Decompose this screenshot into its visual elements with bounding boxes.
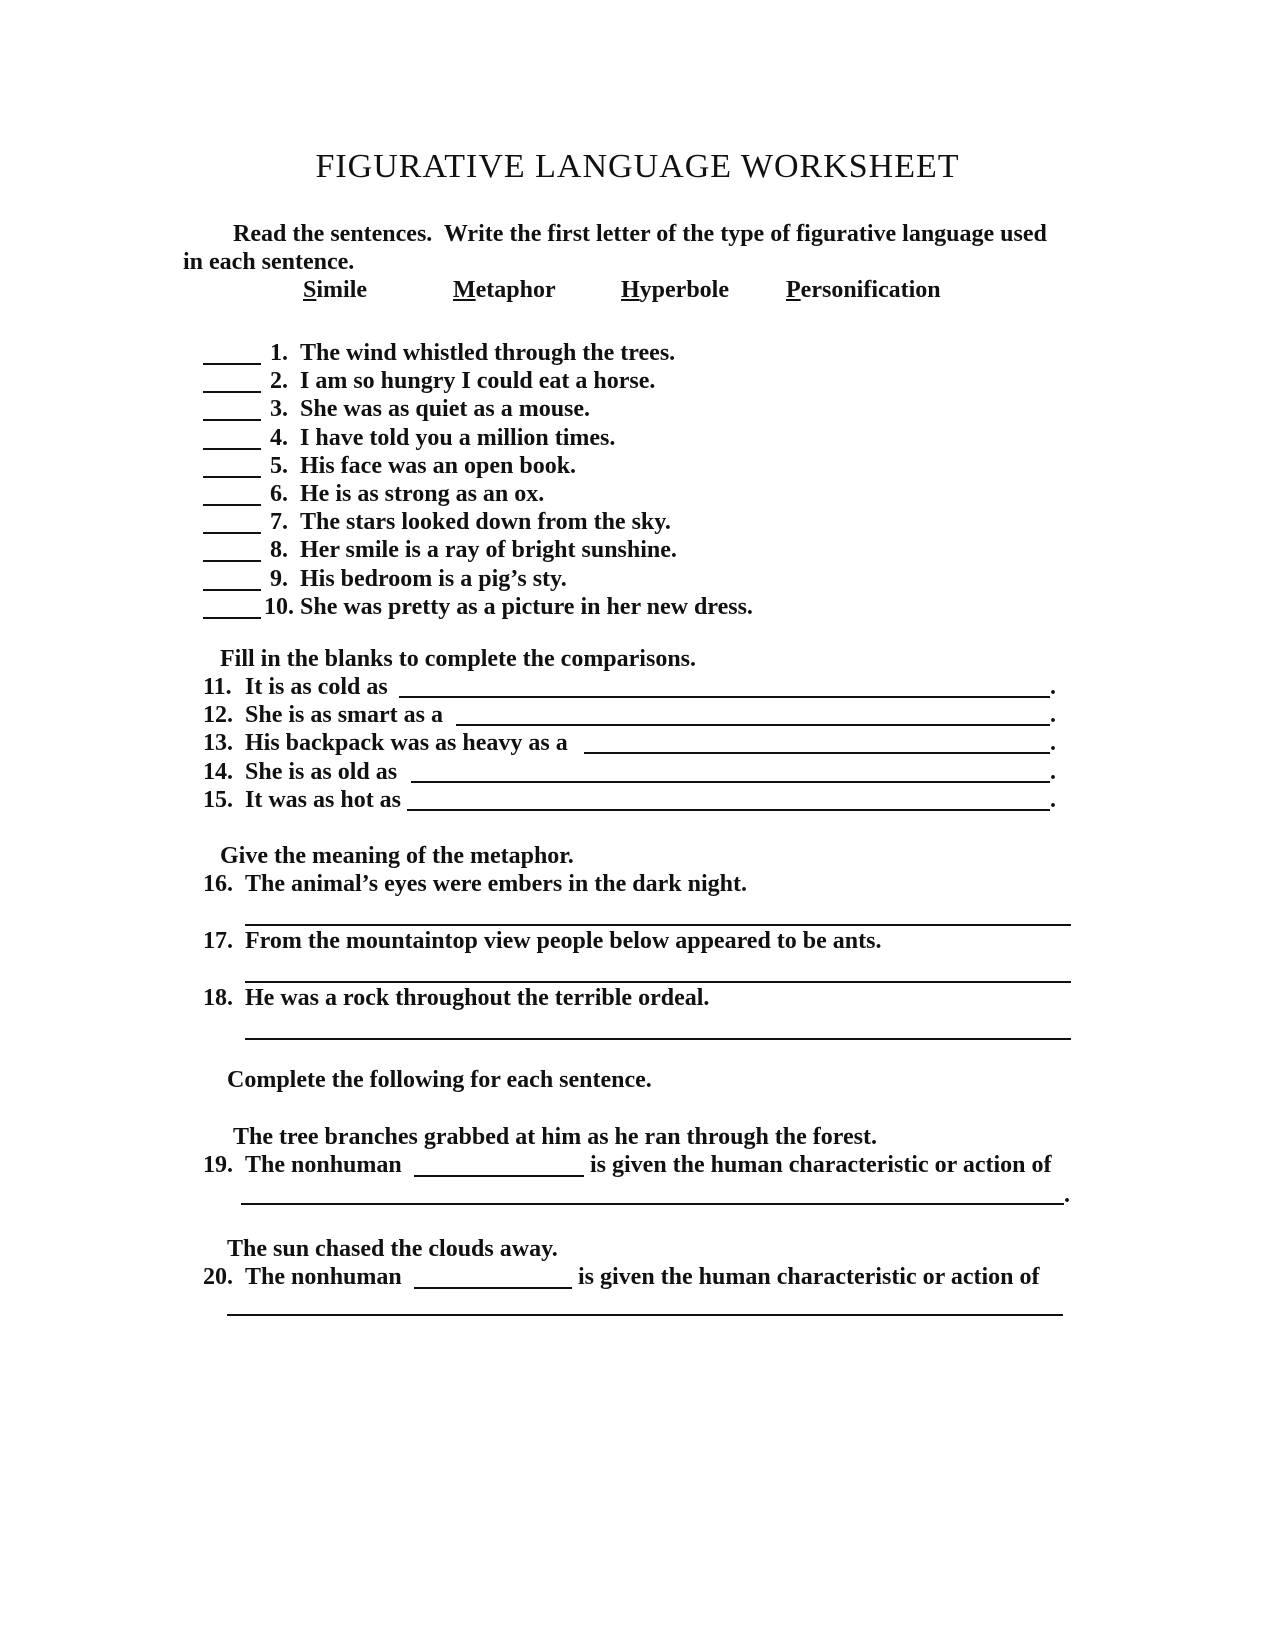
item-number: 17. (203, 928, 233, 954)
comparison-prompt: She is as smart as a (245, 702, 444, 728)
item-sentence: The wind whistled through the trees. (300, 340, 676, 366)
sentence-19: The tree branches grabbed at him as he ran through the forest. (233, 1124, 877, 1150)
item-number: 7. (270, 509, 288, 535)
item-number: 1. (270, 340, 288, 366)
item-19-suffix: is given the human characteristic or action of (590, 1152, 1052, 1178)
section3-instruction: Give the meaning of the metaphor. (220, 843, 574, 869)
sentence-20: The sun chased the clouds away. (227, 1236, 558, 1262)
item-19-nonhuman-blank[interactable] (414, 1175, 584, 1177)
type-personification: Personification (786, 277, 941, 303)
item-number: 4. (270, 425, 288, 451)
item-20-suffix: is given the human characteristic or action of (578, 1264, 1040, 1290)
item-19-action-blank[interactable] (241, 1203, 1064, 1205)
item-number: 12. (203, 702, 233, 728)
item-sentence: I am so hungry I could eat a horse. (300, 368, 656, 394)
comparison-blank[interactable] (584, 752, 1050, 754)
type-metaphor: Metaphor (453, 277, 556, 303)
item-sentence: His face was an open book. (300, 453, 577, 479)
comparison-blank[interactable] (399, 696, 1050, 698)
answer-blank-10[interactable] (203, 617, 261, 619)
item-number: 16. (203, 871, 233, 897)
meaning-answer-line[interactable] (245, 924, 1071, 926)
item-sentence: Her smile is a ray of bright sunshine. (300, 537, 677, 563)
item-sentence: She was pretty as a picture in her new dress. (300, 594, 753, 620)
item-number: 14. (203, 759, 233, 785)
item-sentence: I have told you a million times. (300, 425, 616, 451)
type-simile: Simile (303, 277, 368, 303)
page-title: FIGURATIVE LANGUAGE WORKSHEET (315, 148, 960, 185)
comparison-prompt: She is as old as (245, 759, 398, 785)
item-19-prefix: The nonhuman (245, 1152, 402, 1178)
period: . (1050, 759, 1056, 785)
item-sentence: The stars looked down from the sky. (300, 509, 671, 535)
item-20-nonhuman-blank[interactable] (414, 1287, 572, 1289)
item-number: 13. (203, 730, 233, 756)
item-20-action-blank[interactable] (227, 1314, 1063, 1316)
period: . (1050, 674, 1056, 700)
comparison-blank[interactable] (411, 781, 1050, 783)
metaphor-sentence: He was a rock throughout the terrible ordeal. (245, 985, 710, 1011)
item-number: 15. (203, 787, 233, 813)
item-number: 6. (270, 481, 288, 507)
item-number: 2. (270, 368, 288, 394)
answer-blank-2[interactable] (203, 391, 261, 393)
meaning-answer-line[interactable] (245, 981, 1071, 983)
item-sentence: She was as quiet as a mouse. (300, 396, 591, 422)
item-number: 3. (270, 396, 288, 422)
comparison-blank[interactable] (456, 724, 1050, 726)
comparison-blank[interactable] (407, 809, 1050, 811)
metaphor-sentence: From the mountaintop view people below appeared to be ants. (245, 928, 882, 954)
answer-blank-5[interactable] (203, 476, 261, 478)
meaning-answer-line[interactable] (245, 1038, 1071, 1040)
answer-blank-4[interactable] (203, 448, 261, 450)
item-number: 10. (264, 594, 294, 620)
item-number: 5. (270, 453, 288, 479)
item-number: 8. (270, 537, 288, 563)
comparison-prompt: It was as hot as (245, 787, 402, 813)
period: . (1050, 730, 1056, 756)
item-19-number: 19. (203, 1152, 233, 1178)
section1-instruction-line1: Read the sentences. Write the first letter of the type of figurative language used (233, 221, 1047, 247)
section2-instruction: Fill in the blanks to complete the comparisons. (220, 646, 697, 672)
section1-instruction-line2: in each sentence. (183, 249, 355, 275)
section4-instruction: Complete the following for each sentence. (227, 1067, 652, 1093)
answer-blank-1[interactable] (203, 363, 261, 365)
answer-blank-7[interactable] (203, 532, 261, 534)
item-number: 18. (203, 985, 233, 1011)
item-20-prefix: The nonhuman (245, 1264, 402, 1290)
period: . (1050, 702, 1056, 728)
item-20-number: 20. (203, 1264, 233, 1290)
item-sentence: His bedroom is a pig’s sty. (300, 566, 567, 592)
item-number: 9. (270, 566, 288, 592)
answer-blank-9[interactable] (203, 589, 261, 591)
period: . (1050, 787, 1056, 813)
metaphor-sentence: The animal’s eyes were embers in the dark night. (245, 871, 747, 897)
comparison-prompt: It is as cold as (245, 674, 388, 700)
type-hyperbole: Hyperbole (621, 277, 729, 303)
item-number: 11. (203, 674, 232, 700)
comparison-prompt: His backpack was as heavy as a (245, 730, 568, 756)
answer-blank-8[interactable] (203, 560, 261, 562)
answer-blank-6[interactable] (203, 504, 261, 506)
item-sentence: He is as strong as an ox. (300, 481, 545, 507)
item-19-period: . (1064, 1182, 1070, 1208)
answer-blank-3[interactable] (203, 419, 261, 421)
